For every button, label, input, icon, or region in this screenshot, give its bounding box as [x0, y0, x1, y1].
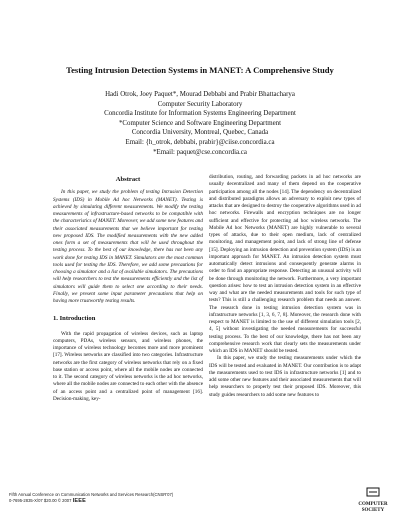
affiliation-ciise: Concordia Institute for Information Systems Engineering Department	[104, 110, 296, 118]
right-paragraph-1: distribution, routing, and forwarding packets in ad hoc networks are usually decentralized and many of them depend on the cooperative participation among all the nodes [14]. The dependency on decentralized and distributed paradigms allows an adversary to exploit new types of attacks that are designed to destroy the cooperative algorithms used in ad hoc networks. Firewalls and encryption techniques are no longer sufficient and effective for protecting ad hoc wireless networks. The Mobile Ad hoc Networks (MANET) are highly vulnerable to several types of attacks, due to their open medium, lack of centralized monitoring, and management point, and lack of strong line of defense [15]. Deploying an intrusion detection and prevention system (IDS) is an important approach for MANET. An intrusion detection system must automatically detect intrusions and consequently generate alarms in order to find an appropriate response. Detecting an unusual activity will be done through monitoring the network. Furthermore, a very important question arises: how to test an intrusion detection system in an effective way and what are the needed measurements and tools for such type of tests? This is still a challenging research problem that needs an answer. The research done in testing intrusion detection system was in infrastructure networks [1, 3, 6, 7, 8]. Moreover, the research done with respect to MANET is limited to the use of different simulation tools [2, 4, 5] without investigating the needed measurements for successful testing process. To the best of our knowledge, there has not been any comprehensive research work that clearly sets the measurements under which an IDS in MANET should be tested.	[209, 174, 361, 354]
email-ciise: Email: {h_otrok, debbabi, prabir}@ciise.concordia.ca	[125, 138, 275, 146]
computer-society-icon	[366, 487, 380, 497]
logo-society-text: SOCIETY	[361, 507, 385, 513]
introduction-heading: 1. Introduction	[53, 315, 96, 323]
introduction-paragraph: With the rapid propagation of wireless devices, such as laptop computers, PDAs, wireless sensors, and wireless phones, the importance of wireless technology becomes more and more prominent [17]. Wireless networks are classified into two categories. Infrastructure networks are the first category of wireless networks that rely on a fixed base station or access point, where all the mobile nodes are connected to it. The second category of wireless networks is the ad hoc networks, where all the mobile nodes are connected to each other with the absence of an access point and a centralized point of management [16]. Decision-making, key-	[53, 330, 203, 402]
affiliation-cse: *Computer Science and Software Engineering Department	[118, 119, 282, 127]
left-column	[53, 176, 203, 403]
affiliation-university: Concordia University, Montreal, Quebec, Canada	[131, 129, 269, 137]
abstract-heading: Abstract	[115, 176, 141, 183]
author-block	[0, 90, 400, 157]
footer-isbn: 0-7695-2835-X/07 $20.00 © 2007	[9, 498, 72, 503]
email-cse: *Email: paquet@cse.concordia.ca	[153, 148, 247, 156]
paper-title: Testing Intrusion Detection Systems in MANET: A Comprehensive Study	[66, 65, 334, 75]
conference-footer	[9, 492, 173, 504]
right-column	[209, 174, 361, 399]
footer-conference-line: Fifth Annual Conference on Communication Networks and Services Research(CNSR'07)	[9, 492, 174, 497]
logo-computer-text: COMPUTER	[358, 502, 388, 507]
affiliation-lab: Computer Security Laboratory	[157, 100, 243, 108]
ieee-logo: IEEE	[72, 498, 86, 504]
right-paragraph-2: In this paper, we study the testing measurements under which the IDS will be tested and evaluated in MANET. Our contribution is to adapt the measurements used to test IDS in infrastructure networks [1] and to add some other new features and their associated measurements that will help researchers to properly test their proposed IDS. Moreover, this study guides researchers to add some new features to	[209, 355, 361, 398]
abstract-text: In this paper, we study the problem of testing Intrusion Detection Systems (IDS) in Mobile Ad hoc Networks (MANET). Testing is achieved by simulating different measurements. We modify the testing measurements of infrastructure-based networks to be compatible with the characteristics of MANET. Moreover, we add some new features and their associated measurements that we believe important for testing new proposed IDS. The modified measurements with the new added ones form a set of measurements that will be used throughout the testing process. To the best of our knowledge, there has not been any work done for testing IDS in MANET. Simulators are the most common tools used for testing the IDS. Therefore, we add some precautions for choosing a simulator and a list of available simulators. The precautions will help researchers to test the measurements efficiently and the list of simulators will guide them to select one according to their needs. Finally, we present some input parameter precautions that help on having more trustworthy testing results.	[53, 189, 203, 304]
computer-society-logo	[356, 484, 390, 512]
footer-isbn-line	[9, 498, 173, 504]
author-names: Hadi Otrok, Joey Paquet*, Mourad Debbabi and Prabir Bhattacharya	[105, 91, 295, 98]
